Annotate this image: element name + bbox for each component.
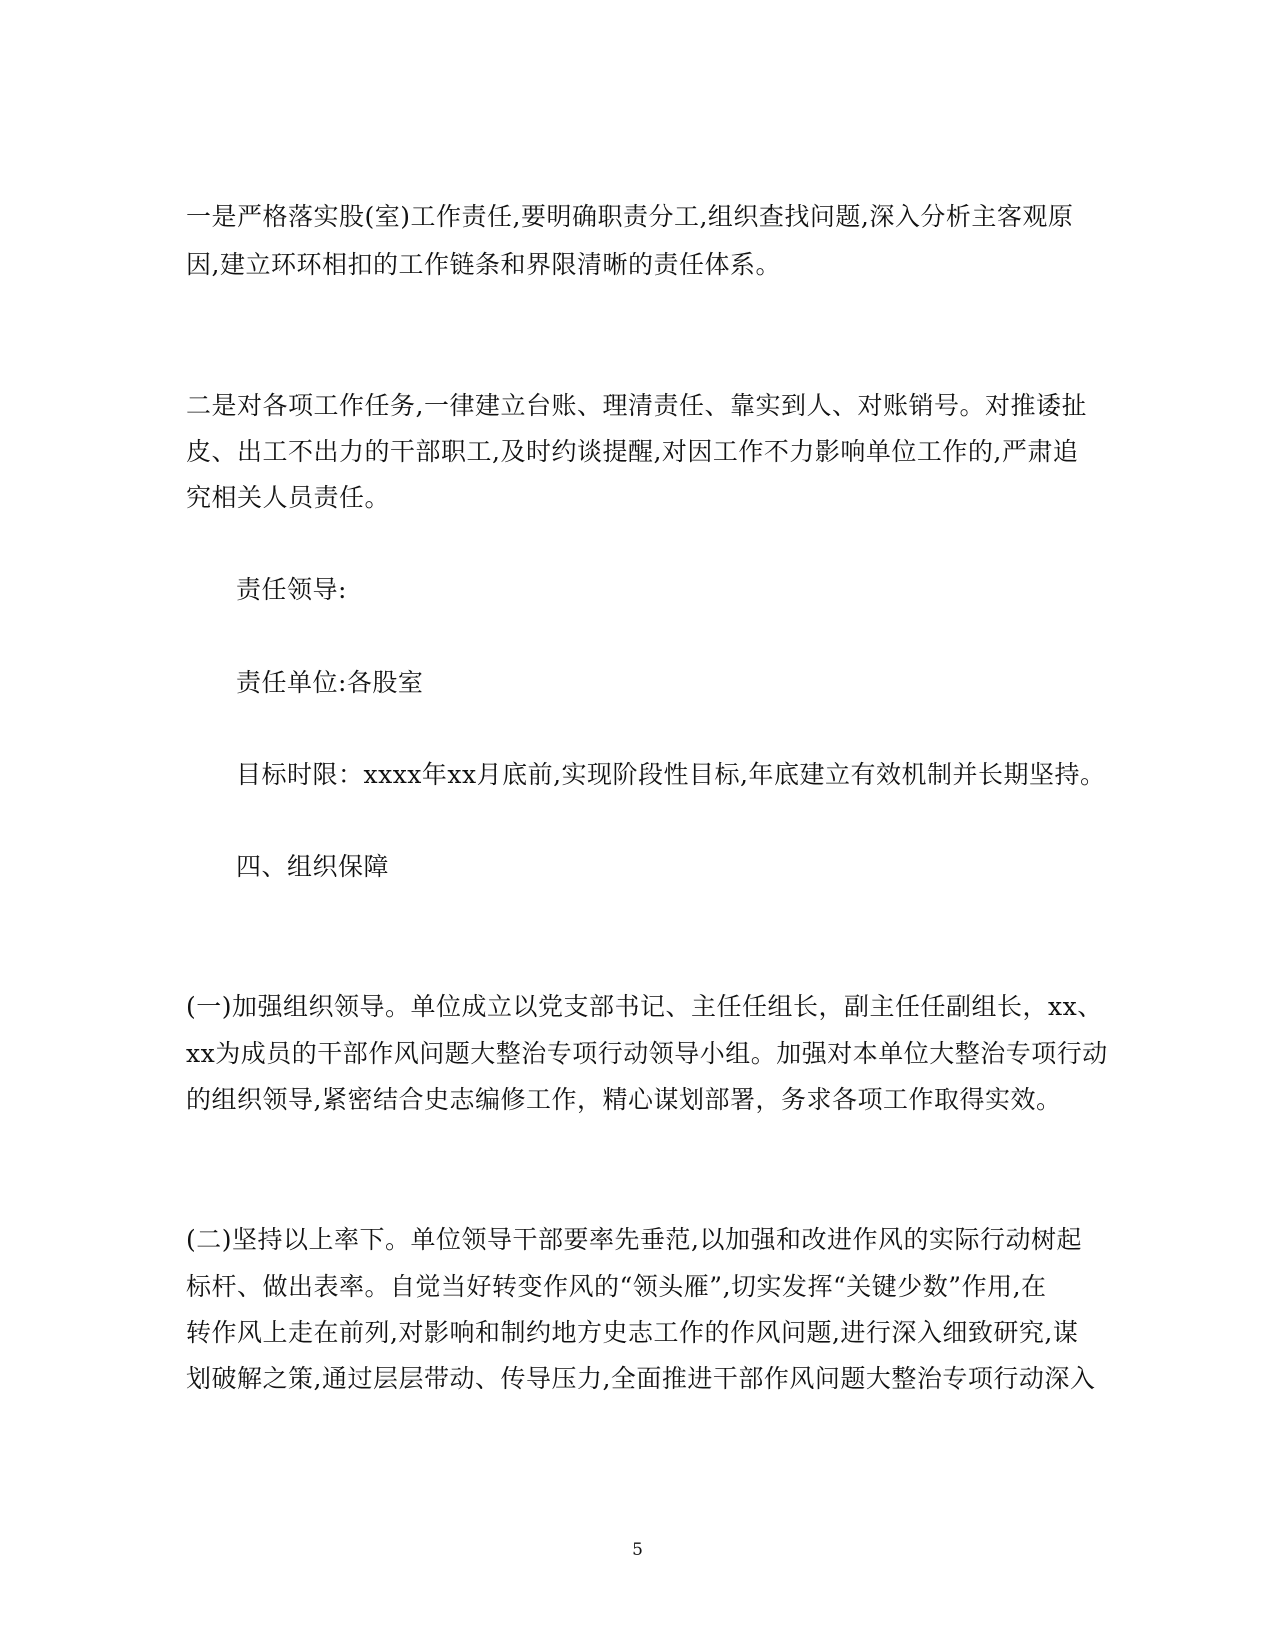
text-line: 转作风上走在前列,对影响和制约地方史志工作的作风问题,进行深入细致研究,谋: [186, 1318, 1079, 1347]
text-line: (一)加强组织领导。单位成立以党支部书记、主任任组长，副主任任副组长，xx、: [186, 992, 1103, 1021]
text-line: (二)坚持以上率下。单位领导干部要率先垂范,以加强和改进作风的实际行动树起: [186, 1225, 1082, 1254]
target-deadline: 目标时限：xxxx年xx月底前,实现阶段性目标,年底建立有效机制并长期坚持。: [236, 760, 1106, 789]
responsible-unit: 责任单位:各股室: [236, 668, 424, 697]
responsible-leader: 责任领导:: [236, 575, 347, 604]
text-line: 二是对各项工作任务,一律建立台账、理清责任、靠实到人、对账销号。对推诿扯: [186, 391, 1087, 420]
text-line: 一是严格落实股(室)工作责任,要明确职责分工,组织查找问题,深入分析主客观原: [186, 202, 1074, 231]
page-number: 5: [632, 1540, 643, 1560]
text-line: xx为成员的干部作风问题大整治专项行动领导小组。加强对本单位大整治专项行动: [186, 1039, 1108, 1068]
text-line: 因,建立环环相扣的工作链条和界限清晰的责任体系。: [186, 250, 781, 279]
text-line: 标杆、做出表率。自觉当好转变作风的“领头雁”,切实发挥“关键少数”作用,在: [186, 1272, 1047, 1301]
section-heading: 四、组织保障: [236, 852, 390, 881]
text-line: 划破解之策,通过层层带动、传导压力,全面推进干部作风问题大整治专项行动深入: [186, 1364, 1096, 1393]
text-line: 的组织领导,紧密结合史志编修工作，精心谋划部署，务求各项工作取得实效。: [186, 1085, 1062, 1114]
text-line: 皮、出工不出力的干部职工,及时约谈提醒,对因工作不力影响单位工作的,严肃追: [186, 437, 1079, 466]
text-line: 究相关人员责任。: [186, 483, 391, 512]
